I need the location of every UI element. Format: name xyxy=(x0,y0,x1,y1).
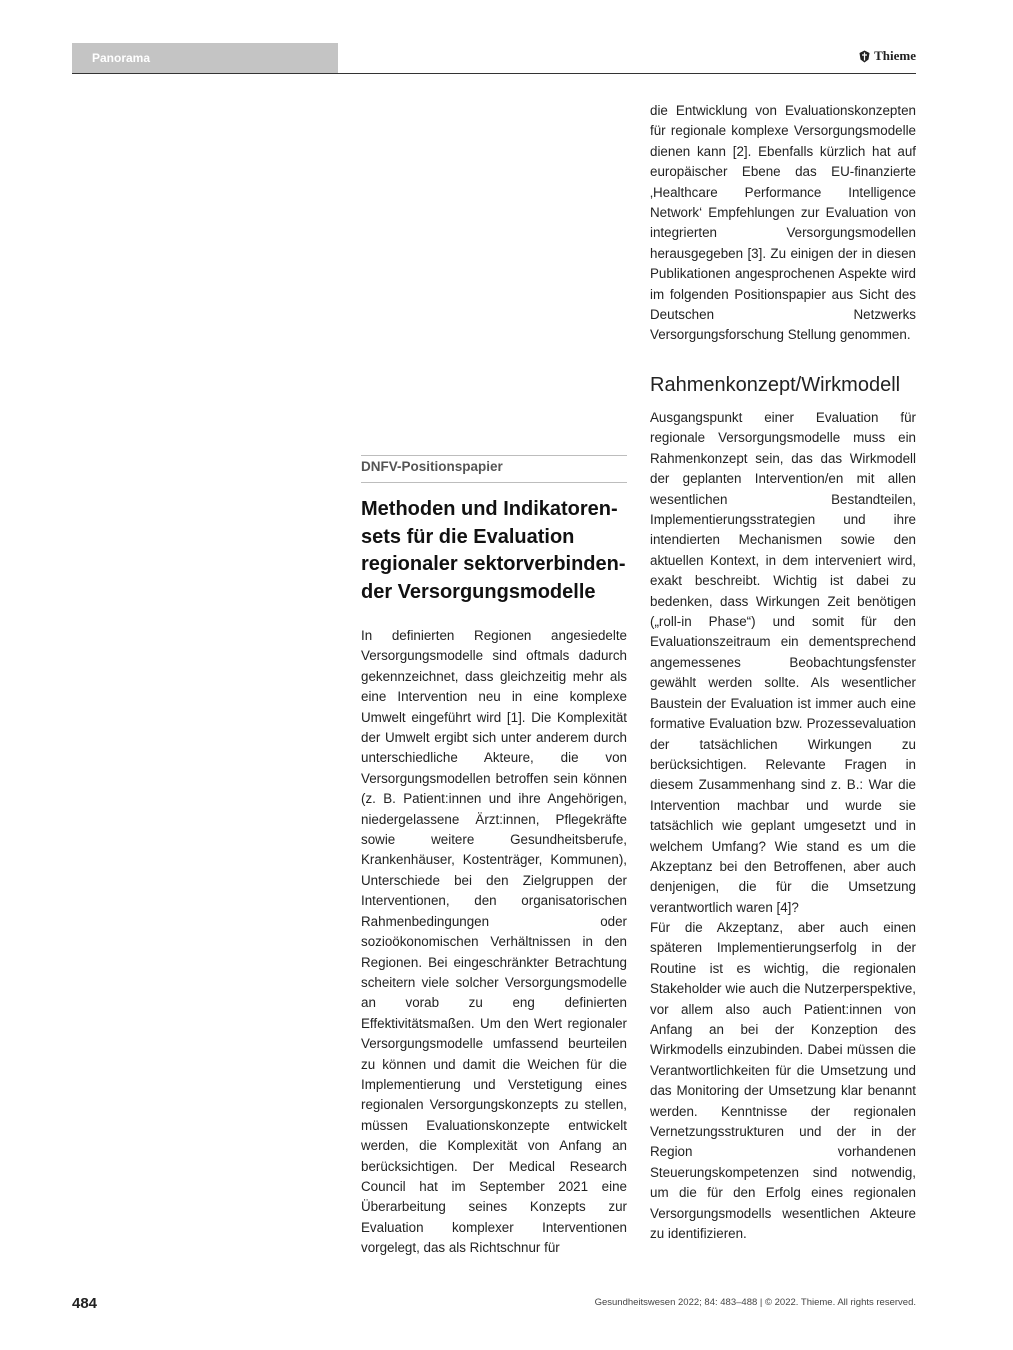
section-label: Panorama xyxy=(92,51,151,65)
thieme-logo-icon xyxy=(859,50,870,63)
publisher-name: Thieme xyxy=(874,48,916,63)
section-column-1 xyxy=(650,408,916,918)
journal-citation: Gesundheitswesen 2022; 84: 483–488 | © 2022. Thieme. All rights reserved. xyxy=(594,1297,916,1308)
publisher-logo xyxy=(859,48,916,64)
intro-continued-column xyxy=(650,101,916,346)
intro-paragraph: In definierten Regionen angesiedelte Versorgungsmodelle sind oftmals dadurch gekennzeichnet, dass gleichzeitig mehr als eine Intervention neu in eine komplexe Umwelt eingeführt wird [1]. Die Komplexität der Umwelt ergibt sich unter anderem durch unterschiedliche Akteure, die von Versorgungsmodellen betroffen sein können (z. B. Patient:innen und ihre Angehörigen, niedergelassene Ärzt:innen, Pflegekräfte sowie weitere Gesundheitsberufe, Krankenhäuser, Kostenträger, Kommunen), Unterschiede bei den Zielgruppen der Interventionen, den organisatorischen Rahmenbedingungen oder sozioökonomischen Verhältnissen in den Regionen. Bei eingeschränkter Betrachtung scheitern viele solcher Versorgungsmodelle an vorab zu eng definierten Effektivitätsmaßen. Um den Wert regionaler Versorgungsmodelle umfassend beurteilen zu können und damit die Weichen für die Implementierung und Verstetigung eines regionalen Versorgungskonzepts zu stellen, müssen Evaluationskonzepte entwickelt werden, die Komplexität von Anfang an berücksichtigen. Der Medical Research Council hat im September 2021 eine Überarbeitung seines Konzepts zur Evaluation komplexer Interventionen vorgelegt, das als Richtschnur für xyxy=(361,628,627,1256)
section-column-2 xyxy=(650,918,916,1245)
article-title: Methoden und Indikatorensets für die Evaluation regionaler sektorverbindender Versorgungsmodelle xyxy=(361,498,626,603)
article-kicker: DNFV-Positionspapier xyxy=(361,459,503,474)
header-rule xyxy=(72,73,916,74)
section-heading: Rahmenkonzept/Wirkmodell xyxy=(650,374,901,396)
section-tab xyxy=(72,43,338,74)
page-number: 484 xyxy=(72,1295,98,1312)
section-paragraph-1: Ausgangspunkt einer Evaluation für regionale Versorgungsmodelle muss ein Rahmenkonzept sein, das das Wirkmodell der geplanten Intervention/en mit allen wesentlichen Bestandteilen, Implementierungsstrategien und ihre intendierten Mechanismen sowie den aktuellen Kontext, in dem interveniert wird, exakt beschreibt. Wichtig ist dabei zu bedenken, dass Wirkungen Zeit benötigen („roll-in Phase“) und somit für den Evaluationszeitraum ein dementsprechend angemessenes Beobachtungsfenster gewählt werden sollte. Als wesentlicher Baustein der Evaluation ist immer auch eine formative Evaluation bzw. Prozessevaluation der tatsächlichen Wirkungen zu berücksichtigen. Relevante Fragen in diesem Zusammenhang sind z. B.: War die Intervention machbar und wurde sie tatsächlich wie geplant umgesetzt und in welchem Umfang? Wie stand es um die Akzeptanz bei den Betroffenen, aber auch denjenigen, die für die Umsetzung verantwortlich waren [4]? xyxy=(650,410,916,915)
kicker-rule-bottom xyxy=(361,482,627,483)
intro-continued-paragraph: die Entwicklung von Evaluationskonzepten für regionale komplexe Versorgungsmodelle dienen kann [2]. Ebenfalls kürzlich hat auf europäischer Ebene das EU-finanzierte ‚Healthcare Performance Intelligence Network‘ Empfehlungen zur Evaluation von integrierten Versorgungsmodellen herausgegeben [3]. Zu einigen der in diesen Publikationen angesprochenen Aspekte wird im folgenden Positionspapier aus Sicht des Deutschen Netzwerks Versorgungsforschung Stellung genommen. xyxy=(650,103,916,343)
kicker-rule-top xyxy=(361,455,627,456)
intro-column xyxy=(361,626,627,1259)
section-paragraph-2: Für die Akzeptanz, aber auch einen späteren Implementierungserfolg in der Routine ist es wichtig, die regionalen Stakeholder wie auch die Nutzerperspektive, vor allem also auch Patient:innen von Anfang an bei der Konzeption des Wirkmodells einzubinden. Dabei müssen die Verantwortlichkeiten für die Umsetzung und das Monitoring der Umsetzung klar benannt werden. Kenntnisse der regionalen Vernetzungsstrukturen und der in der Region vorhandenen Steuerungskompetenzen sind notwendig, um die für den Erfolg eines regionalen Versorgungsmodells wesentlichen Akteure zu identifizieren. xyxy=(650,920,916,1242)
